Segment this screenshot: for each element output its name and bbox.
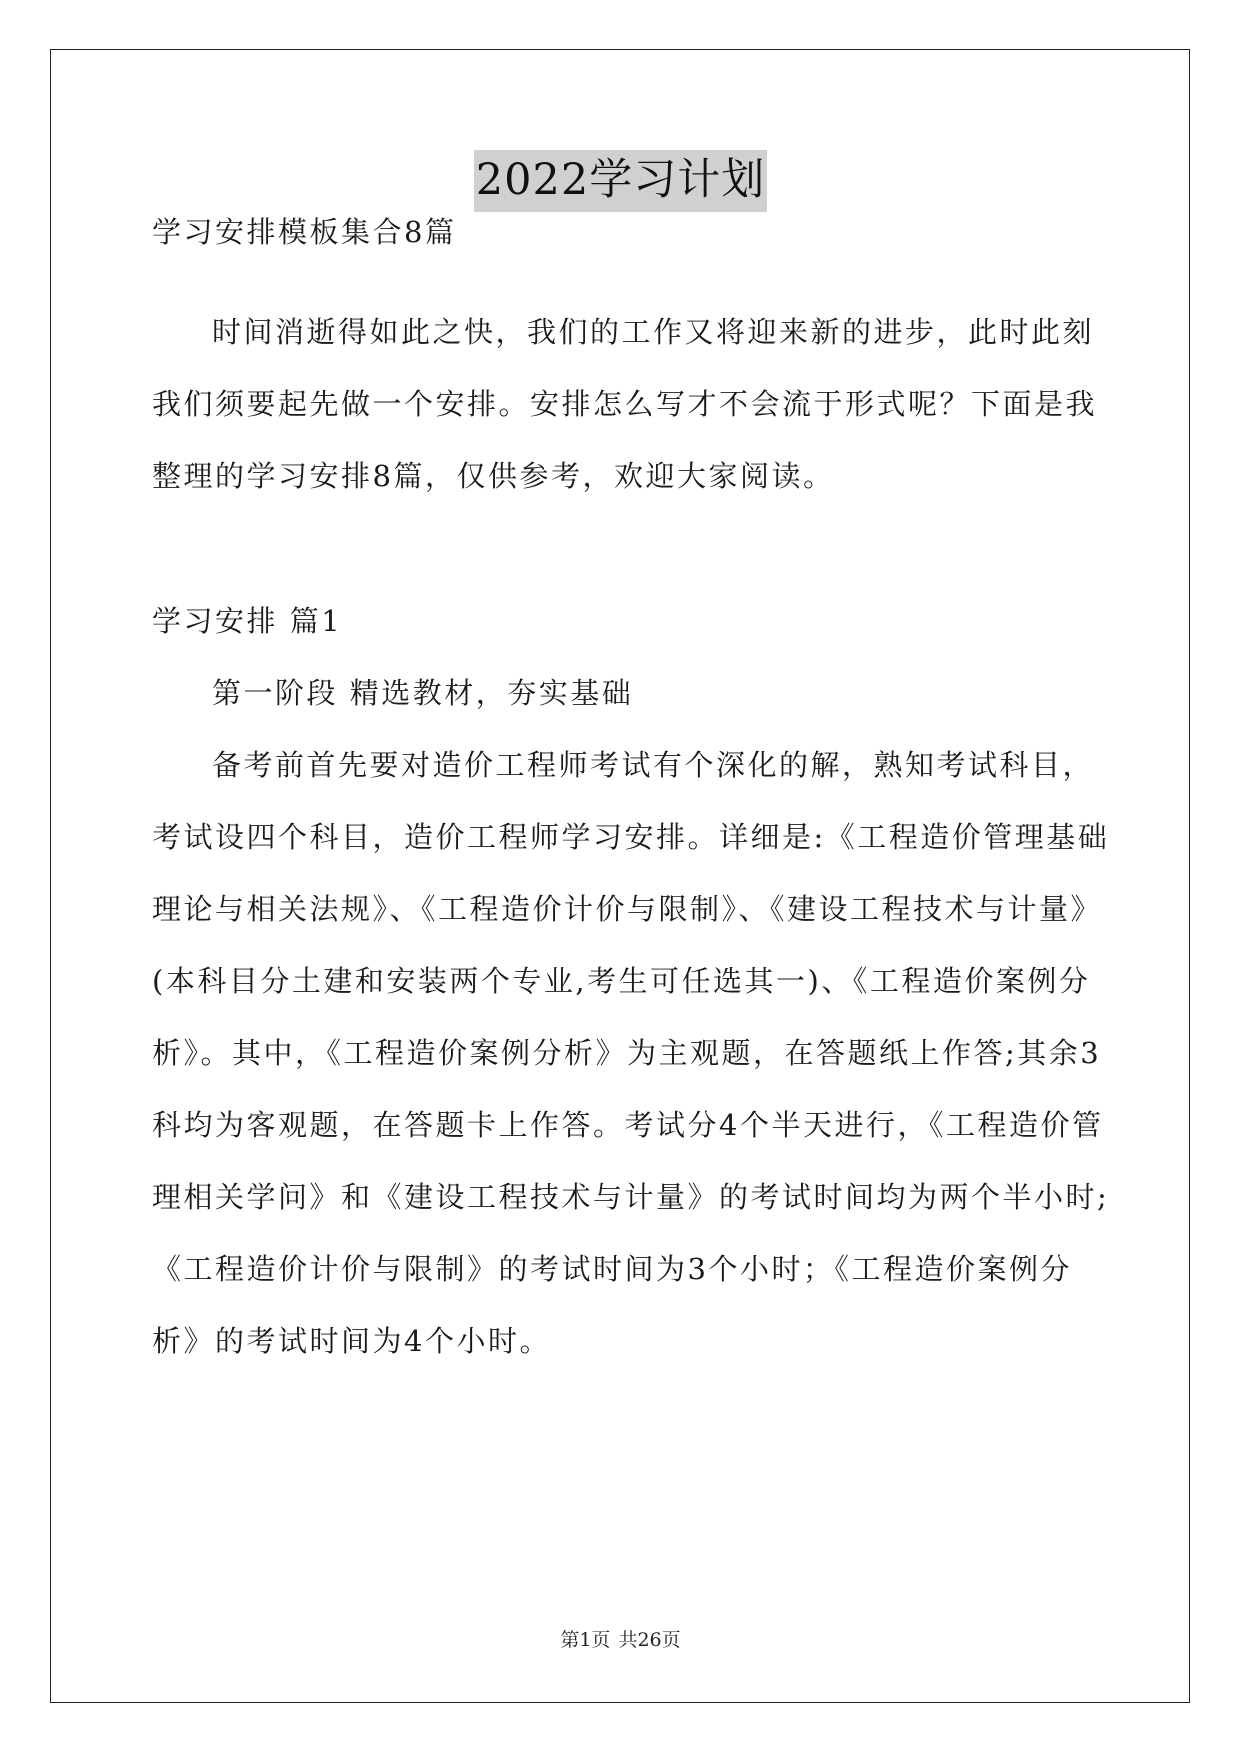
- body-line-4: (本科目分土建和安装两个专业,考生可任选其一)、《工程造价案例分: [152, 964, 1091, 998]
- body-line-7: 理相关学问》和《建设工程技术与计量》的考试时间均为两个半小时;: [152, 1180, 1110, 1214]
- title-container: [0, 150, 1241, 212]
- intro-line-2: 我们须要起先做一个安排。安排怎么写才不会流于形式呢？下面是我: [152, 387, 1098, 421]
- body-line-6: 科均为客观题，在答题卡上作答。考试分4个半天进行，《工程造价管: [152, 1108, 1104, 1142]
- section-heading: 学习安排 篇1: [152, 604, 343, 638]
- body-line-1: 备考前首先要对造价工程师考试有个深化的解，熟知考试科目，: [212, 748, 1095, 782]
- stage-heading: 第一阶段 精选教材，夯实基础: [212, 676, 634, 710]
- body-line-8: 《工程造价计价与限制》的考试时间为3个小时；《工程造价案例分: [152, 1252, 1072, 1286]
- body-line-5: 析》。其中，《工程造价案例分析》为主观题，在答题纸上作答;其余3: [152, 1036, 1102, 1070]
- body-line-3: 理论与相关法规》、《工程造价计价与限制》、《建设工程技术与计量》: [152, 892, 1103, 926]
- body-line-2: 考试设四个科目，造价工程师学习安排。详细是:《工程造价管理基础: [152, 820, 1110, 854]
- intro-line-1: 时间消逝得如此之快，我们的工作又将迎来新的进步，此时此刻: [212, 315, 1095, 349]
- page-border: [50, 49, 1190, 1703]
- document-subtitle: 学习安排模板集合8篇: [152, 215, 457, 249]
- body-line-9: 析》的考试时间为4个小时。: [152, 1324, 551, 1358]
- page-footer: 第1页 共26页: [560, 1629, 681, 1651]
- document-title: 2022学习计划: [474, 150, 767, 212]
- intro-line-3: 整理的学习安排8篇，仅供参考，欢迎大家阅读。: [152, 459, 835, 493]
